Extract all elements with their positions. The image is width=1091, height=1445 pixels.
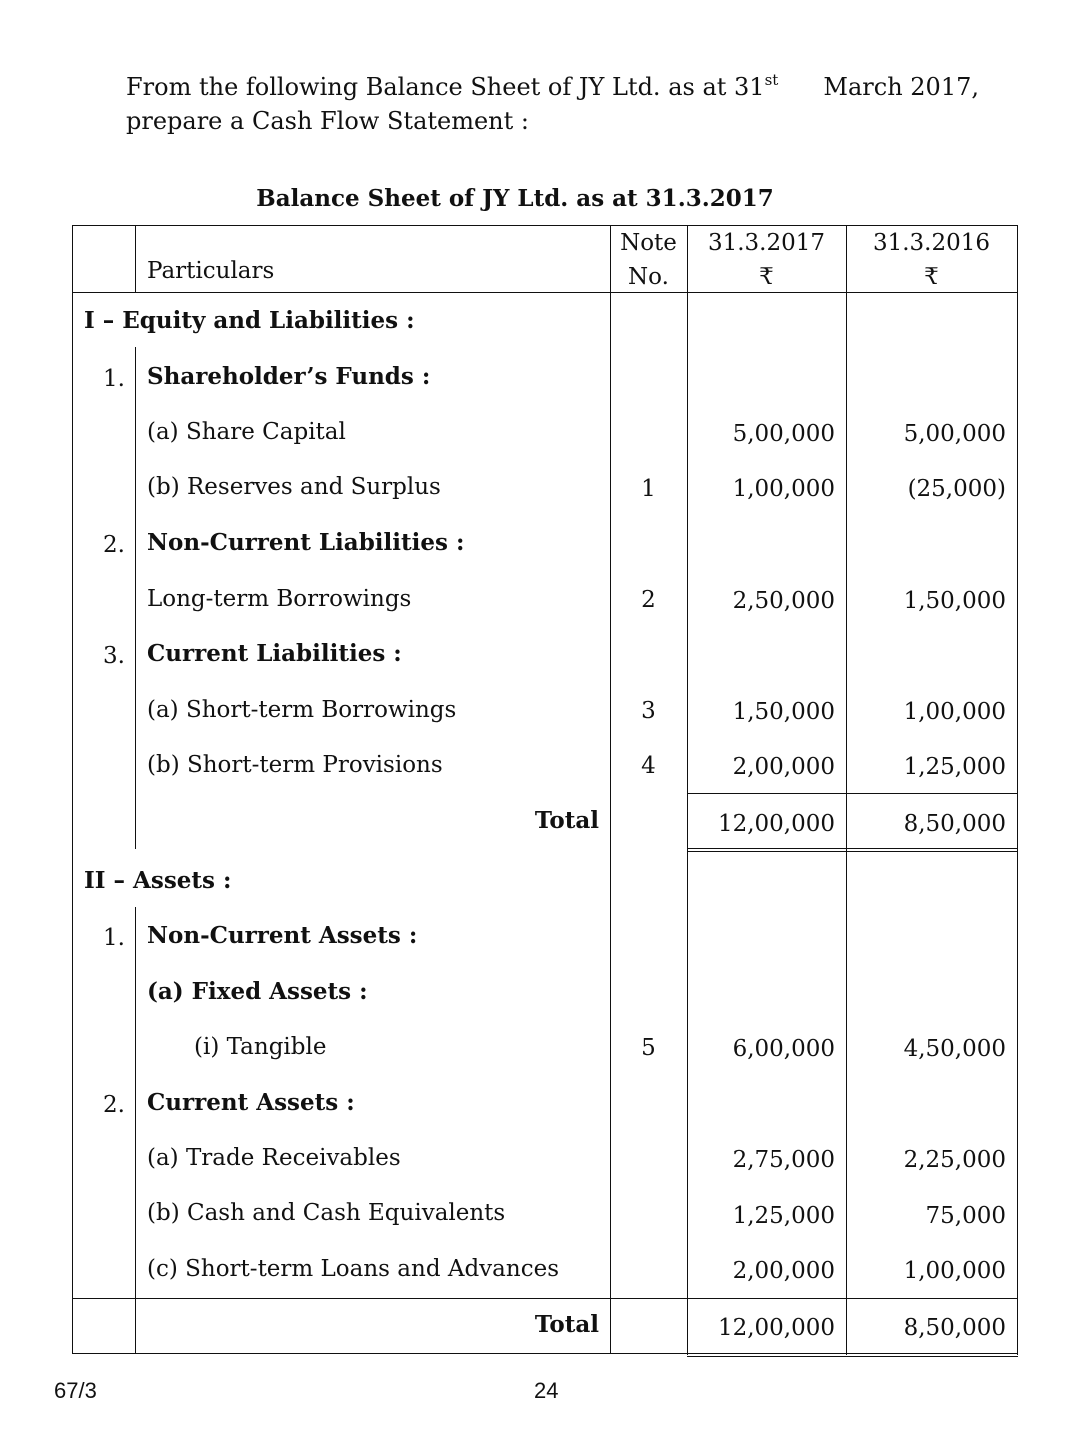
total-assets-2016: 8,50,000 [903, 1315, 1006, 1341]
total-assets-2017: 12,00,000 [717, 1315, 835, 1341]
total1-top-rule [687, 793, 1018, 794]
short-term-borrowings-2016: 1,00,000 [903, 699, 1006, 725]
row-number: 2. [103, 532, 125, 558]
tangible-note: 5 [641, 1035, 656, 1061]
table-border-bottom [72, 1353, 687, 1354]
intro-line1-part2: March 2017, [823, 73, 979, 101]
col-sep-num-header [135, 225, 136, 293]
header-divider [72, 292, 1018, 293]
total-liabilities-label: Total [534, 807, 599, 834]
short-term-borrowings-2017: 1,50,000 [732, 699, 835, 725]
short-term-loans-2017: 2,00,000 [732, 1258, 835, 1284]
total-liabilities-2016: 8,50,000 [903, 811, 1006, 837]
row-number: 2. [103, 1092, 125, 1118]
equity-heading: I – Equity and Liabilities : [84, 307, 415, 334]
trade-receivables-2017: 2,75,000 [732, 1147, 835, 1173]
share-capital-label: (a) Share Capital [147, 419, 346, 445]
long-term-borrowings-2017: 2,50,000 [732, 588, 835, 614]
col-sep-num-assets [135, 907, 136, 1353]
table-title: Balance Sheet of JY Ltd. as at 31.3.2017 [256, 185, 774, 212]
current-liabilities-heading: Current Liabilities : [147, 640, 402, 667]
non-current-liabilities-heading: Non-Current Liabilities : [147, 529, 465, 556]
header-2017-currency: ₹ [759, 264, 774, 290]
paper-code: 67/3 [54, 1378, 97, 1403]
trade-receivables-2016: 2,25,000 [903, 1147, 1006, 1173]
long-term-borrowings-2016: 1,50,000 [903, 588, 1006, 614]
current-assets-heading: Current Assets : [147, 1089, 355, 1116]
long-term-borrowings-label: Long-term Borrowings [147, 586, 412, 612]
intro-line2: prepare a Cash Flow Statement : [126, 107, 529, 135]
table-border-right [1017, 225, 1018, 1355]
row-number: 1. [103, 366, 125, 392]
tangible-2016: 4,50,000 [903, 1036, 1006, 1062]
total2-top-rule [72, 1298, 1018, 1299]
assets-heading: II – Assets : [84, 867, 232, 894]
short-term-provisions-2016: 1,25,000 [903, 754, 1006, 780]
total-assets-label: Total [534, 1311, 599, 1338]
share-capital-2017: 5,00,000 [732, 421, 835, 447]
row-number: 1. [103, 925, 125, 951]
share-capital-2016: 5,00,000 [903, 421, 1006, 447]
table-border-left [72, 225, 73, 1353]
short-term-provisions-label: (b) Short-term Provisions [147, 752, 443, 778]
reserves-2016: (25,000) [907, 476, 1006, 502]
question-text [126, 70, 979, 138]
cash-equivalents-label: (b) Cash and Cash Equivalents [147, 1200, 506, 1226]
shareholders-funds-heading: Shareholder’s Funds : [147, 363, 431, 390]
reserves-label: (b) Reserves and Surplus [147, 474, 441, 500]
trade-receivables-label: (a) Trade Receivables [147, 1145, 401, 1171]
intro-line1-part1: From the following Balance Sheet of JY Ltd. as at 31st [126, 71, 779, 101]
page-number: 24 [534, 1378, 559, 1403]
short-term-borrowings-note: 3 [641, 698, 656, 724]
total1-double-rule [687, 848, 1018, 852]
header-2016: 31.3.2016 [872, 230, 991, 256]
short-term-provisions-2017: 2,00,000 [732, 754, 835, 780]
header-note-line2: No. [628, 264, 669, 290]
table-border-top [72, 225, 1018, 226]
col-sep-note [687, 225, 688, 1355]
header-2017: 31.3.2017 [707, 230, 826, 256]
cash-equivalents-2017: 1,25,000 [732, 1203, 835, 1229]
short-term-provisions-note: 4 [641, 753, 656, 779]
short-term-loans-2016: 1,00,000 [903, 1258, 1006, 1284]
reserves-2017: 1,00,000 [732, 476, 835, 502]
tangible-2017: 6,00,000 [732, 1036, 835, 1062]
header-note-line1: Note [620, 230, 677, 256]
col-sep-particulars [610, 225, 611, 1353]
cash-equivalents-2016: 75,000 [925, 1203, 1006, 1229]
long-term-borrowings-note: 2 [641, 587, 656, 613]
short-term-borrowings-label: (a) Short-term Borrowings [147, 697, 457, 723]
non-current-assets-heading: Non-Current Assets : [147, 922, 418, 949]
header-particulars: Particulars [147, 258, 275, 284]
total2-double-rule [687, 1353, 1018, 1357]
header-2016-currency: ₹ [924, 264, 939, 290]
short-term-loans-label: (c) Short-term Loans and Advances [147, 1256, 560, 1282]
fixed-assets-heading: (a) Fixed Assets : [147, 978, 368, 1005]
row-number: 3. [103, 643, 125, 669]
col-sep-num-equity [135, 347, 136, 849]
reserves-note: 1 [641, 476, 656, 502]
tangible-label: (i) Tangible [194, 1034, 327, 1060]
col-sep-2017 [846, 225, 847, 1355]
total-liabilities-2017: 12,00,000 [717, 811, 835, 837]
ordinal-suffix: st [764, 71, 779, 89]
